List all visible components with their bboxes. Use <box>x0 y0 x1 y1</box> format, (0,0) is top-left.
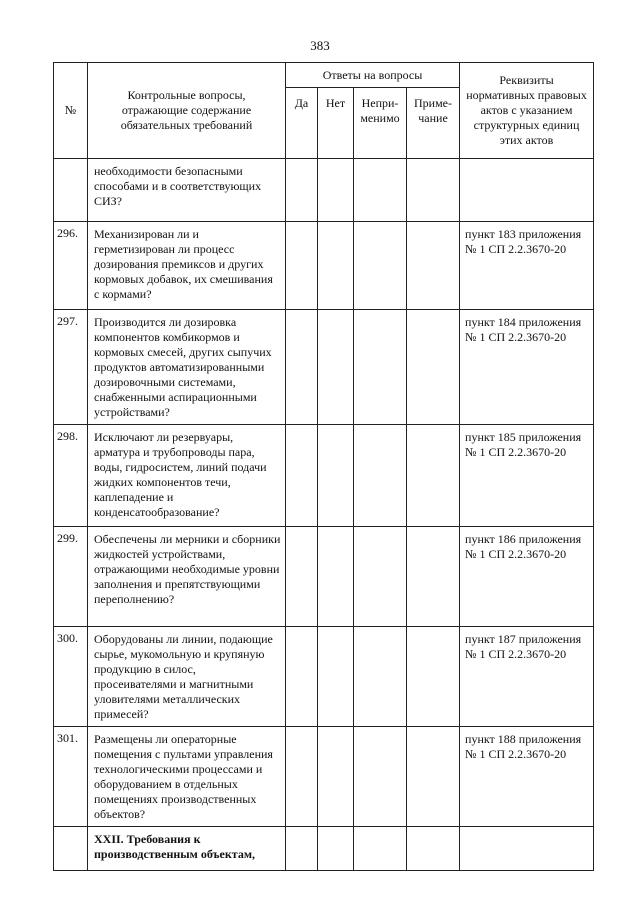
table-row <box>54 527 594 627</box>
answer-note-cell[interactable] <box>407 727 460 827</box>
table-row <box>54 222 594 310</box>
row-number: 297. <box>54 310 88 425</box>
row-number: 300. <box>54 627 88 727</box>
answer-yes-cell[interactable] <box>286 425 318 527</box>
checklist-table <box>53 62 594 871</box>
row-question: Исключают ли резервуары, арматура и трубопроводы пара, воды, гидросистем, линий подачи жидких компонентов течи, каплепадение и конденсатообразование? <box>88 425 286 527</box>
answer-no-cell[interactable] <box>318 527 354 627</box>
answer-na-cell[interactable] <box>354 159 407 222</box>
table-header-row <box>54 63 594 88</box>
row-question: Производится ли дозировка компонентов комбикормов и кормовых смесей, других сыпучих продуктов автоматизированными дозировочными системами, снабженными аспирационными устройствами? <box>88 310 286 425</box>
section-title: XXII. Требования к производственным объектам, <box>88 827 286 871</box>
answer-na-cell[interactable] <box>354 627 407 727</box>
table-row <box>54 310 594 425</box>
answer-yes-cell[interactable] <box>286 727 318 827</box>
row-requisites: пункт 186 приложения № 1 СП 2.2.3670-20 <box>460 527 594 627</box>
header-note: Приме- чание <box>407 88 460 159</box>
row-number: 301. <box>54 727 88 827</box>
table-row <box>54 627 594 727</box>
row-requisites <box>460 159 594 222</box>
answer-na-cell[interactable] <box>354 425 407 527</box>
answer-yes-cell[interactable] <box>286 627 318 727</box>
row-requisites: пункт 184 приложения № 1 СП 2.2.3670-20 <box>460 310 594 425</box>
answer-yes-cell[interactable] <box>286 222 318 310</box>
row-number <box>54 159 88 222</box>
table-row <box>54 159 594 222</box>
header-questions: Контрольные вопросы, отражающие содержание обязательных требований <box>88 63 286 159</box>
row-number <box>54 827 88 871</box>
answer-note-cell[interactable] <box>407 425 460 527</box>
answer-yes-cell <box>286 827 318 871</box>
answer-yes-cell[interactable] <box>286 159 318 222</box>
row-question: необходимости безопасными способами и в соответствующих СИЗ? <box>88 159 286 222</box>
header-not-applicable: Непри- менимо <box>354 88 407 159</box>
header-yes: Да <box>286 88 318 159</box>
row-requisites: пункт 187 приложения № 1 СП 2.2.3670-20 <box>460 627 594 727</box>
answer-note-cell[interactable] <box>407 159 460 222</box>
answer-note-cell[interactable] <box>407 310 460 425</box>
answer-no-cell[interactable] <box>318 727 354 827</box>
row-number: 296. <box>54 222 88 310</box>
answer-na-cell[interactable] <box>354 727 407 827</box>
answer-no-cell[interactable] <box>318 159 354 222</box>
row-number: 299. <box>54 527 88 627</box>
answer-note-cell[interactable] <box>407 527 460 627</box>
row-question: Оборудованы ли линии, подающие сырье, мукомольную и крупяную продукцию в силос, просеивателями и магнитными уловителями металлических примесей? <box>88 627 286 727</box>
header-requisites: Реквизиты нормативных правовых актов с указанием структурных единиц этих актов <box>460 63 594 159</box>
answer-no-cell[interactable] <box>318 222 354 310</box>
answer-note-cell[interactable] <box>407 627 460 727</box>
row-requisites: пункт 188 приложения № 1 СП 2.2.3670-20 <box>460 727 594 827</box>
table-row <box>54 425 594 527</box>
section-row <box>54 827 594 871</box>
row-requisites: пункт 183 приложения № 1 СП 2.2.3670-20 <box>460 222 594 310</box>
table-row <box>54 727 594 827</box>
row-question: Обеспечены ли мерники и сборники жидкостей устройствами, отражающими необходимые уровни заполнения и препятствующими переполнению? <box>88 527 286 627</box>
page-number: 383 <box>310 38 330 53</box>
row-question: Размещены ли операторные помещения с пультами управления технологическими процессами и оборудованием в отдельных помещениях производственных объектов? <box>88 727 286 827</box>
answer-no-cell[interactable] <box>318 310 354 425</box>
answer-no-cell <box>318 827 354 871</box>
header-answers: Ответы на вопросы <box>286 63 460 88</box>
row-requisites: пункт 185 приложения № 1 СП 2.2.3670-20 <box>460 425 594 527</box>
header-no: Нет <box>318 88 354 159</box>
answer-no-cell[interactable] <box>318 627 354 727</box>
answer-no-cell[interactable] <box>318 425 354 527</box>
answer-na-cell[interactable] <box>354 222 407 310</box>
header-num: № <box>54 63 88 159</box>
answer-na-cell[interactable] <box>354 310 407 425</box>
answer-note-cell[interactable] <box>407 222 460 310</box>
answer-na-cell[interactable] <box>354 527 407 627</box>
answer-yes-cell[interactable] <box>286 310 318 425</box>
row-question: Механизирован ли и герметизирован ли процесс дозирования премиксов и других кормовых добавок, их смешивания с кормами? <box>88 222 286 310</box>
answer-na-cell <box>354 827 407 871</box>
row-number: 298. <box>54 425 88 527</box>
answer-note-cell <box>407 827 460 871</box>
row-requisites <box>460 827 594 871</box>
answer-yes-cell[interactable] <box>286 527 318 627</box>
